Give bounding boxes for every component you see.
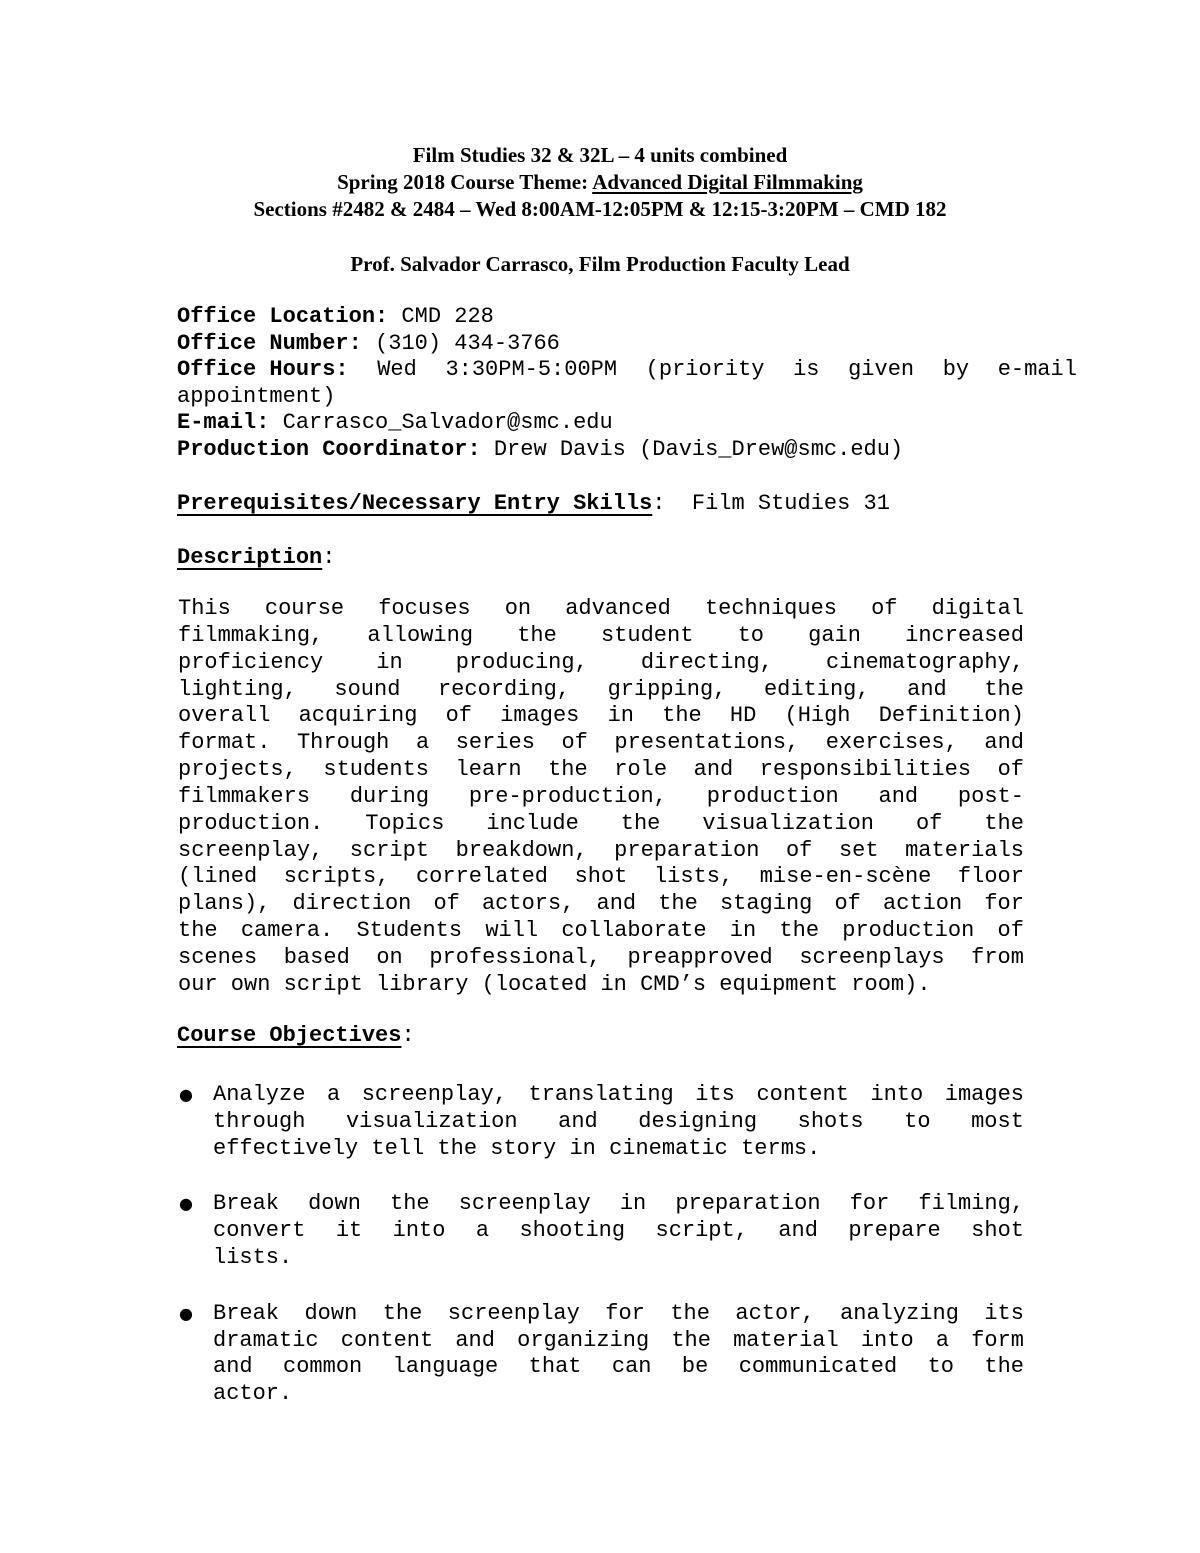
- prerequisites-label: Prerequisites/Necessary Entry Skills: [177, 491, 653, 516]
- description-line: [178, 891, 1024, 918]
- office-number-value: (310) 434-3766: [361, 330, 560, 356]
- office-location-label: Office Location:: [177, 304, 389, 329]
- description-line: [178, 918, 1024, 945]
- description-colon: :: [322, 545, 336, 570]
- objective-line: [213, 1082, 1024, 1109]
- word: scripts,: [283, 864, 390, 890]
- word: content: [340, 1327, 434, 1353]
- word: and: [984, 730, 1024, 756]
- word: in: [376, 649, 403, 675]
- word: Break: [213, 1300, 280, 1326]
- word: scenes: [178, 944, 258, 970]
- word: will: [485, 918, 539, 944]
- word: the: [984, 676, 1024, 702]
- description-heading: [177, 545, 335, 571]
- word: gripping,: [607, 676, 727, 702]
- office-location-value: CMD 228: [388, 304, 494, 329]
- word: a: [326, 1082, 341, 1107]
- office-hours-word: by: [942, 357, 970, 382]
- word: format.: [178, 730, 271, 756]
- word: the: [984, 810, 1024, 836]
- word: preparation: [675, 1191, 821, 1217]
- word: staging: [719, 891, 813, 917]
- description-line: [178, 703, 1024, 730]
- word: Break: [213, 1191, 280, 1217]
- word: to: [927, 1354, 954, 1380]
- word: prepare: [848, 1218, 941, 1244]
- word: shots: [797, 1108, 864, 1134]
- word: into: [870, 1082, 924, 1107]
- word: of: [997, 918, 1024, 944]
- bullet-icon: ●: [179, 1303, 193, 1323]
- description-line: [178, 864, 1024, 891]
- description-line: [178, 784, 1024, 811]
- word: script,: [655, 1218, 748, 1244]
- word: directing,: [640, 649, 773, 675]
- word: down: [308, 1191, 361, 1217]
- office-number-label: Office Number:: [177, 330, 362, 356]
- office-location-row: [177, 304, 1077, 331]
- course-sections: Sections #2482 & 2484 – Wed 8:00AM-12:05PM & 12:15-3:20PM – CMD 182: [253, 197, 947, 221]
- word: filmmakers: [178, 783, 311, 809]
- word: the: [671, 1327, 711, 1353]
- word: lists,: [653, 864, 734, 890]
- word: filming,: [918, 1191, 1024, 1217]
- objective-item: [177, 1301, 1024, 1408]
- course-header: [0, 142, 1200, 278]
- word: of: [433, 891, 460, 917]
- word: pre-production,: [468, 783, 667, 809]
- word: recording,: [437, 676, 570, 702]
- contact-info: [177, 304, 1077, 463]
- word: Students: [356, 918, 463, 944]
- word: HD: [729, 703, 757, 729]
- prerequisites-colon: :: [652, 491, 666, 516]
- word: into: [392, 1218, 446, 1244]
- office-hours-row: [177, 357, 1077, 384]
- word: for: [984, 891, 1024, 917]
- word: the: [658, 891, 698, 917]
- objective-line: actor.: [213, 1381, 293, 1407]
- word: advanced: [565, 596, 671, 621]
- word: lighting,: [178, 676, 297, 702]
- word: images: [944, 1082, 1024, 1107]
- word: screenplays: [799, 944, 945, 970]
- word: learn: [455, 757, 522, 783]
- word: for: [849, 1191, 890, 1217]
- word: techniques: [704, 596, 837, 621]
- word: action: [883, 891, 963, 917]
- word: shot: [574, 864, 628, 890]
- word: overall: [178, 703, 271, 729]
- word: communicated: [738, 1354, 898, 1380]
- description-line: [178, 757, 1024, 784]
- word: actor,: [735, 1300, 815, 1326]
- word: preapproved: [627, 944, 773, 970]
- word: include: [486, 810, 579, 836]
- word: series: [455, 730, 535, 756]
- word: of: [834, 891, 861, 917]
- word: production: [842, 918, 975, 944]
- objective-line: [213, 1354, 1024, 1381]
- prerequisites-row: [177, 491, 890, 517]
- word: it: [335, 1218, 363, 1244]
- word: role: [614, 757, 668, 783]
- word: can: [611, 1354, 652, 1380]
- word: designing: [638, 1108, 758, 1134]
- word: plans),: [178, 891, 271, 917]
- word: of: [871, 596, 898, 621]
- coordinator-label: Production Coordinator:: [177, 436, 481, 462]
- word: screenplay: [458, 1191, 591, 1217]
- word: of: [997, 757, 1024, 783]
- word: and: [907, 676, 947, 702]
- word: the: [382, 1300, 423, 1326]
- word: that: [528, 1354, 582, 1380]
- word: the: [548, 757, 588, 783]
- description-line: [178, 677, 1024, 704]
- objectives-label: Course Objectives: [177, 1023, 402, 1048]
- word: shooting: [519, 1218, 626, 1244]
- word: direction: [292, 891, 412, 917]
- word: collaborate: [561, 918, 707, 944]
- word: on: [504, 596, 532, 621]
- word: and: [878, 783, 919, 809]
- word: professional,: [429, 944, 601, 970]
- bullet-icon: ●: [179, 1085, 193, 1104]
- word: student: [600, 622, 694, 648]
- word: the: [779, 918, 820, 944]
- description-paragraph: [178, 596, 1024, 999]
- word: based: [283, 944, 350, 970]
- course-title: Film Studies 32 & 32L – 4 units combined: [412, 143, 788, 167]
- word: language: [392, 1354, 499, 1380]
- description-line: [178, 623, 1024, 650]
- word: the: [620, 810, 661, 836]
- word: form: [971, 1327, 1024, 1353]
- objective-item: [177, 1191, 1024, 1271]
- word: dramatic: [213, 1327, 319, 1353]
- word: screenplay,: [361, 1082, 507, 1107]
- word: convert: [213, 1218, 306, 1244]
- word: a: [475, 1218, 490, 1244]
- word: and: [558, 1108, 598, 1134]
- word: of: [561, 730, 588, 756]
- word: preparation: [614, 837, 760, 863]
- word: Definition): [878, 703, 1024, 729]
- coordinator-row: [177, 437, 1077, 464]
- word: through: [213, 1108, 306, 1134]
- word: screenplay,: [178, 837, 324, 863]
- word: focuses: [378, 596, 471, 621]
- word: correlated: [415, 864, 548, 890]
- word: to: [904, 1108, 931, 1134]
- word: shot: [971, 1218, 1024, 1244]
- office-hours-word: 3:30PM-5:00PM: [445, 357, 618, 382]
- word: cinematography,: [825, 649, 1024, 675]
- office-number-row: [177, 331, 1077, 358]
- office-hours-word: is: [793, 357, 820, 382]
- word: Through: [296, 730, 390, 756]
- description-line: [178, 596, 1024, 623]
- word: post-: [957, 783, 1024, 809]
- word: its: [984, 1300, 1024, 1326]
- word: its: [695, 1082, 735, 1107]
- email-row: [177, 410, 1077, 437]
- word: and: [693, 757, 734, 783]
- prerequisites-value: Film Studies 31: [665, 491, 890, 516]
- objective-line: effectively tell the story in cinematic terms.: [213, 1135, 821, 1161]
- word: translating: [528, 1082, 674, 1107]
- word: the: [984, 1354, 1024, 1380]
- word: in: [619, 1191, 647, 1217]
- course-theme-line: [0, 169, 1200, 196]
- word: responsibilities: [759, 757, 972, 783]
- objectives-heading: [177, 1023, 415, 1049]
- word: screenplay: [447, 1300, 580, 1326]
- word: the: [517, 622, 557, 648]
- word: course: [264, 596, 345, 621]
- word: production.: [178, 810, 324, 836]
- word: presentations,: [614, 730, 800, 756]
- objective-item: [177, 1082, 1024, 1162]
- word: to: [737, 622, 764, 648]
- word: sound: [334, 676, 401, 702]
- word: in: [607, 703, 634, 729]
- office-hours-word: Wed: [377, 357, 417, 382]
- word: into: [860, 1327, 914, 1353]
- word: camera.: [240, 918, 334, 944]
- word: floor: [957, 864, 1024, 890]
- word: a: [415, 730, 430, 756]
- word: exercises,: [825, 730, 958, 756]
- word: projects,: [178, 757, 297, 783]
- word: analyzing: [840, 1300, 959, 1326]
- word: allowing: [367, 622, 474, 648]
- word: This: [178, 596, 231, 621]
- email-label: E-mail:: [177, 410, 270, 435]
- word: digital: [931, 596, 1024, 621]
- word: for: [605, 1300, 645, 1326]
- word: on: [376, 944, 403, 970]
- word: from: [971, 944, 1024, 970]
- objective-line: [213, 1109, 1024, 1136]
- word: visualization: [702, 810, 874, 836]
- course-theme-prefix: Spring 2018 Course Theme:: [337, 170, 593, 194]
- bullet-icon: ●: [179, 1194, 193, 1214]
- office-hours-continued: appointment): [177, 383, 336, 409]
- word: increased: [905, 622, 1024, 648]
- email-value: Carrasco_Salvador@smc.edu: [269, 410, 613, 435]
- word: the: [670, 1300, 710, 1326]
- word: material: [733, 1327, 839, 1353]
- word: materials: [905, 837, 1024, 863]
- word: the: [662, 703, 702, 729]
- word: proficiency: [178, 649, 324, 675]
- description-line: [178, 650, 1024, 677]
- description-line: [178, 838, 1024, 865]
- office-hours-word: e-mail: [997, 357, 1077, 382]
- word: breakdown,: [455, 837, 588, 863]
- course-theme: Advanced Digital Filmmaking: [592, 170, 863, 194]
- word: images: [500, 703, 580, 729]
- objective-line: [213, 1301, 1024, 1328]
- description-label: Description: [177, 545, 323, 570]
- word: content: [756, 1082, 849, 1107]
- description-line: [178, 945, 1024, 972]
- objectives-list: [177, 1082, 1024, 1437]
- word: set: [838, 837, 879, 863]
- professor-line: Prof. Salvador Carrasco, Film Production Faculty Lead: [350, 252, 850, 276]
- objectives-colon: :: [401, 1023, 415, 1048]
- word: and: [455, 1327, 495, 1353]
- word: producing,: [455, 649, 588, 675]
- word: of: [915, 810, 943, 836]
- word: actors,: [481, 891, 575, 917]
- objective-line: [213, 1191, 1024, 1218]
- word: filmmaking,: [178, 622, 324, 648]
- word: down: [304, 1300, 358, 1326]
- word: (lined: [178, 864, 258, 890]
- word: be: [681, 1354, 709, 1380]
- word: of: [445, 703, 472, 729]
- word: production: [706, 783, 839, 809]
- description-line: [178, 811, 1024, 838]
- description-line: our own script library (located in CMD’s equipment room).: [178, 971, 931, 997]
- word: script: [349, 837, 430, 863]
- word: gain: [808, 622, 861, 648]
- word: organizing: [517, 1327, 650, 1353]
- word: and: [778, 1218, 818, 1244]
- word: acquiring: [298, 703, 418, 729]
- word: common: [283, 1354, 363, 1380]
- word: the: [390, 1191, 430, 1217]
- office-hours-word: (priority: [645, 357, 765, 382]
- word: and: [596, 891, 637, 917]
- word: a: [935, 1327, 950, 1353]
- office-hours-word: given: [848, 357, 915, 382]
- word: Topics: [365, 810, 445, 836]
- word: the: [178, 918, 218, 944]
- word: and: [213, 1354, 253, 1380]
- objective-line: lists.: [213, 1244, 293, 1270]
- word: mise-en-scène: [759, 864, 932, 890]
- word: editing,: [763, 676, 870, 702]
- word: visualization: [345, 1108, 518, 1134]
- objective-line: [213, 1218, 1024, 1245]
- word: (High: [784, 703, 851, 729]
- description-line: [178, 730, 1024, 757]
- word: most: [971, 1108, 1024, 1134]
- word: students: [323, 757, 429, 783]
- objective-line: [213, 1328, 1024, 1355]
- word: Analyze: [213, 1082, 306, 1107]
- coordinator-value: Drew Davis (Davis_Drew@smc.edu): [480, 436, 904, 462]
- office-hours-label: Office Hours:: [177, 357, 349, 382]
- word: during: [349, 783, 430, 809]
- word: in: [729, 918, 757, 944]
- word: of: [785, 837, 813, 863]
